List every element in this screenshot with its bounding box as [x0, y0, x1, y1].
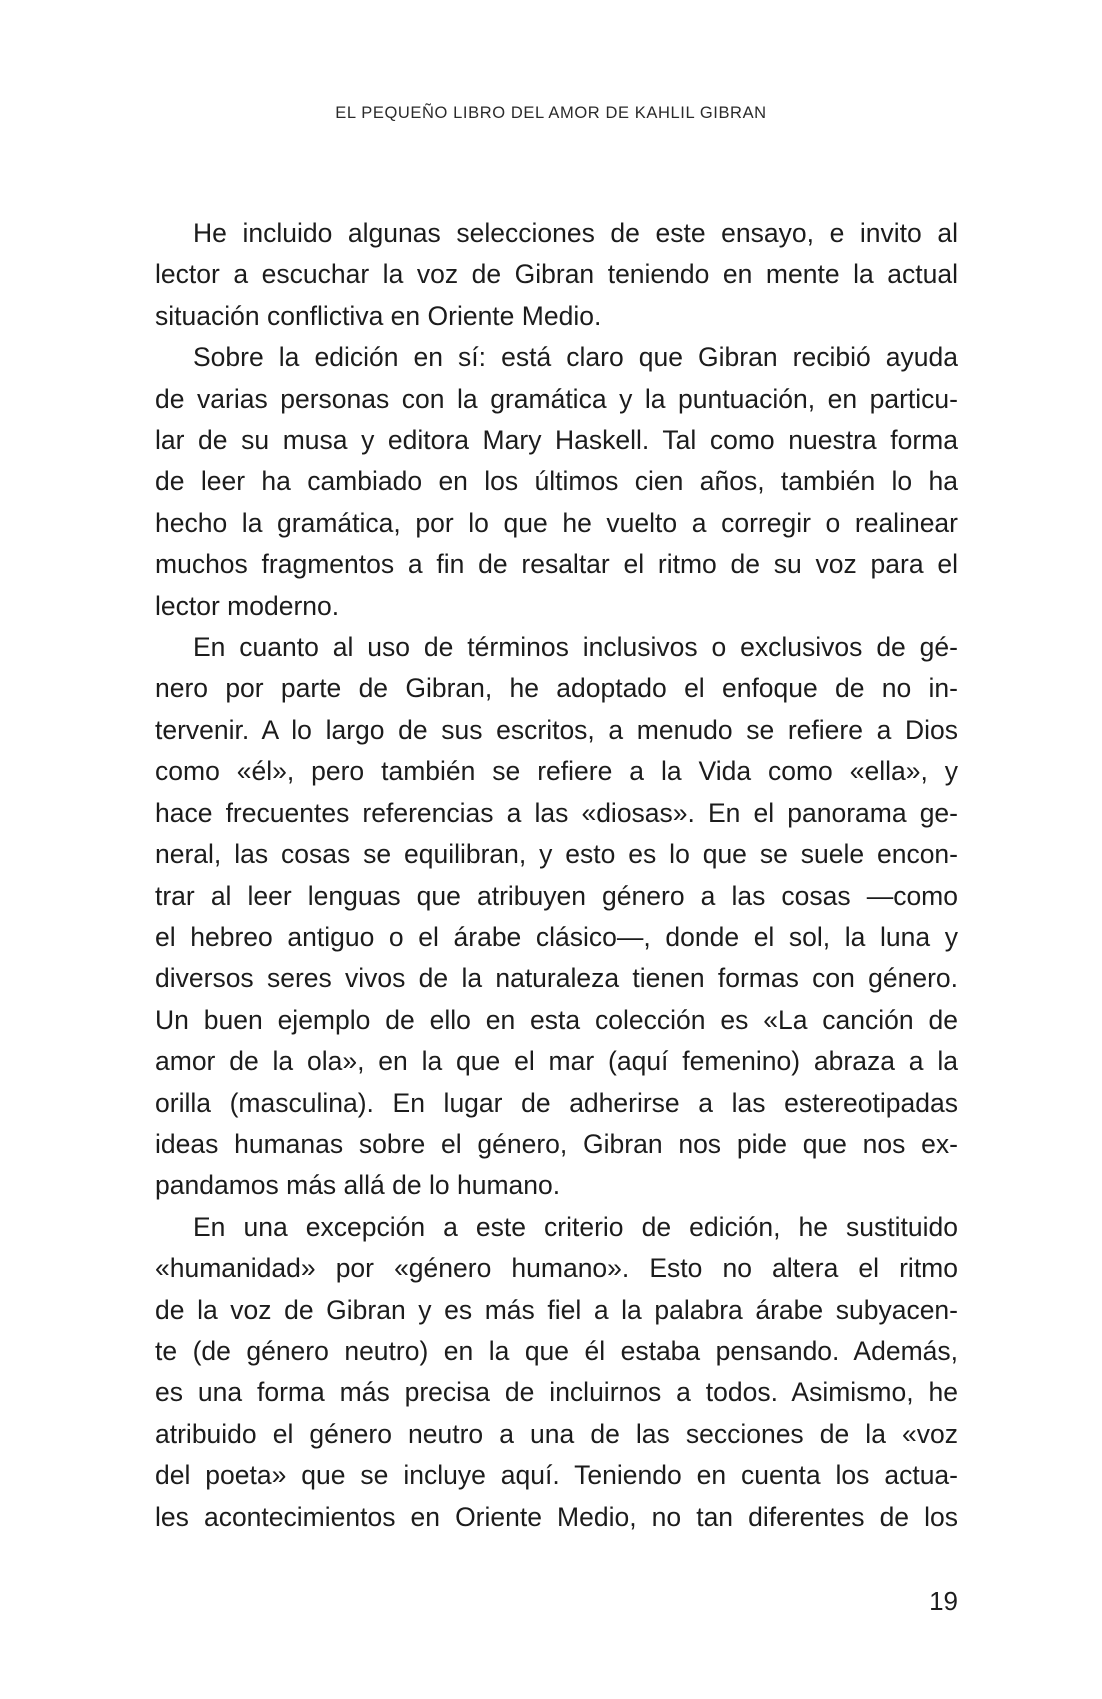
- text-line: les acontecimientos en Oriente Medio, no tan diferentes de los: [155, 1501, 958, 1532]
- text-line: nero por parte de Gibran, he adoptado el enfoque de no in-: [155, 673, 958, 704]
- text-line: En cuanto al uso de términos inclusivos o exclusivos de gé-: [193, 632, 958, 663]
- text-line: tervenir. A lo largo de sus escritos, a menudo se refiere a Dios: [155, 714, 958, 745]
- text-line: del poeta» que se incluye aquí. Teniendo en cuenta los actua-: [155, 1460, 958, 1491]
- text-line: amor de la ola», en la que el mar (aquí femenino) abraza a la: [155, 1046, 958, 1077]
- text-line: situación conflictiva en Oriente Medio.: [155, 300, 602, 331]
- body-paragraph: [155, 627, 958, 1207]
- text-line: He incluido algunas selecciones de este ensayo, e invito al: [193, 218, 958, 248]
- text-line: hecho la gramática, por lo que he vuelto a corregir o realinear: [155, 507, 958, 538]
- text-line: de varias personas con la gramática y la puntuación, en particu-: [155, 383, 958, 414]
- text-line: «humanidad» por «género humano». Esto no altera el ritmo: [155, 1253, 958, 1284]
- text-line: ideas humanas sobre el género, Gibran nos pide que nos ex-: [155, 1128, 958, 1159]
- text-line: trar al leer lenguas que atribuyen género a las cosas —como: [155, 880, 958, 911]
- text-line: es una forma más precisa de incluirnos a todos. Asimismo, he: [155, 1377, 958, 1408]
- text-line: atribuido el género neutro a una de las secciones de la «voz: [155, 1418, 958, 1449]
- text-line: de la voz de Gibran y es más fiel a la palabra árabe subyacen-: [155, 1294, 958, 1325]
- running-header: EL PEQUEÑO LIBRO DEL AMOR DE KAHLIL GIBRAN: [335, 104, 767, 122]
- text-line: pandamos más allá de lo humano.: [155, 1170, 561, 1201]
- text-line: lector a escuchar la voz de Gibran teniendo en mente la actual: [155, 259, 958, 290]
- text-line: de leer ha cambiado en los últimos cien años, también lo ha: [155, 466, 958, 497]
- text-line: como «él», pero también se refiere a la Vida como «ella», y: [155, 756, 958, 787]
- page-body: [155, 213, 958, 1538]
- text-line: Sobre la edición en sí: está claro que Gibran recibió ayuda: [193, 342, 958, 373]
- text-line: orilla (masculina). En lugar de adherirse a las estereotipadas: [155, 1087, 958, 1118]
- body-paragraph: [155, 337, 958, 627]
- body-paragraph: [155, 213, 958, 337]
- text-line: muchos fragmentos a fin de resaltar el ritmo de su voz para el: [155, 549, 958, 580]
- body-paragraph: [155, 1207, 958, 1538]
- text-line: hace frecuentes referencias a las «diosas». En el panorama ge-: [155, 797, 958, 828]
- text-line: te (de género neutro) en la que él estaba pensando. Además,: [155, 1335, 958, 1366]
- text-line: diversos seres vivos de la naturaleza tienen formas con género.: [155, 963, 958, 994]
- page-number: 19: [929, 1586, 958, 1616]
- text-line: neral, las cosas se equilibran, y esto es lo que se suele encon-: [155, 839, 958, 870]
- text-line: el hebreo antiguo o el árabe clásico—, donde el sol, la luna y: [155, 921, 958, 952]
- text-line: lector moderno.: [155, 590, 340, 621]
- text-line: Un buen ejemplo de ello en esta colección es «La canción de: [155, 1004, 958, 1035]
- text-line: En una excepción a este criterio de edición, he sustituido: [193, 1211, 958, 1242]
- text-line: lar de su musa y editora Mary Haskell. Tal como nuestra forma: [155, 425, 958, 456]
